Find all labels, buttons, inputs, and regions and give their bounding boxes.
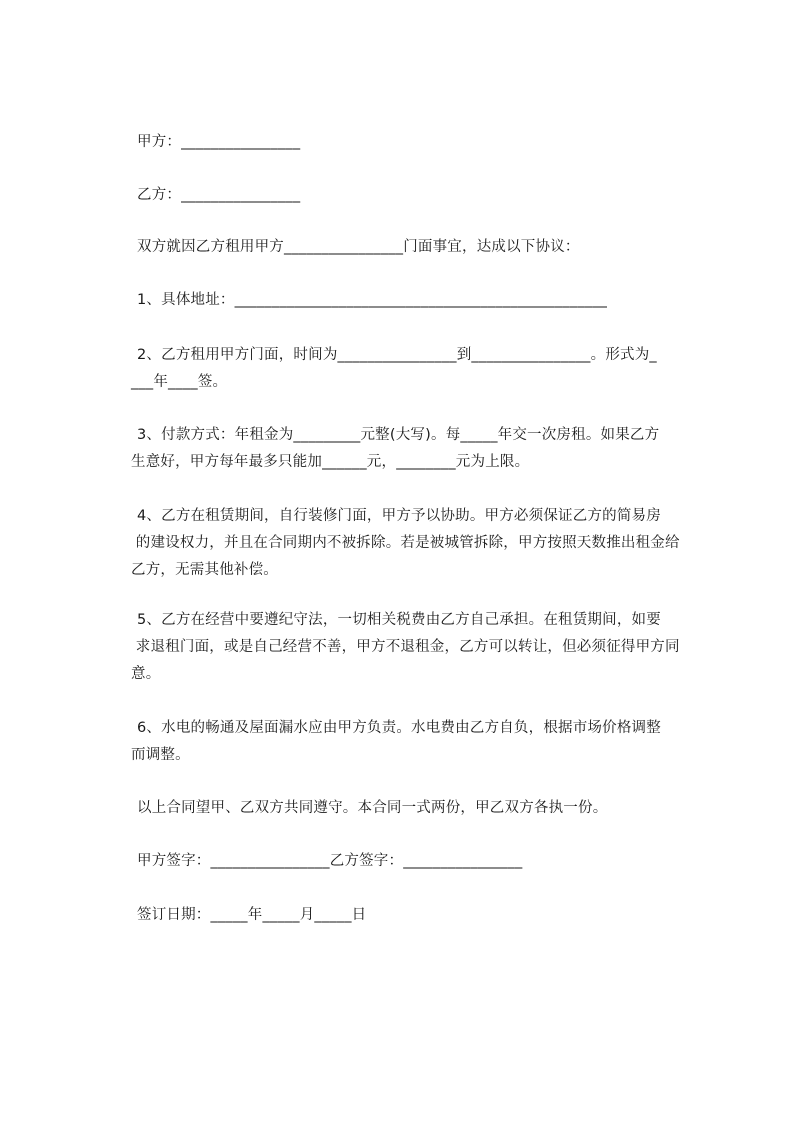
clause-4-line-3: 乙方，无需其他补偿。 — [131, 562, 278, 578]
clause-3-line-2: 生意好，甲方每年最多只能加______元，________元为上限。 — [131, 454, 530, 470]
party-b-line: 乙方：________________ — [137, 187, 301, 203]
clause-6-line-1: 6、水电的畅通及屋面漏水应由甲方负责。水电费由乙方自负，根据市场价格调整 — [137, 720, 661, 736]
clause-3-line-1: 3、付款方式：年租金为_________元整(大写)。每_____年交一次房租。如果乙方 — [137, 427, 660, 443]
signature-line: 甲方签字：________________乙方签字：________________ — [137, 853, 523, 869]
clause-4-line-2: 的建设权力，并且在合同期内不被拆除。若是被城管拆除，甲方按照天数推出租金给 — [131, 535, 680, 551]
closing-paragraph: 以上合同望甲、乙双方共同遵守。本合同一式两份，甲乙双方各执一份。 — [137, 800, 608, 816]
clause-4-line-1: 4、乙方在租赁期间，自行装修门面，甲方予以协助。甲方必须保证乙方的简易房 — [137, 508, 661, 524]
clause-2-line-2: ___年____签。 — [131, 374, 228, 390]
party-a-line: 甲方：________________ — [137, 134, 301, 150]
signing-date-line: 签订日期：_____年_____月_____日 — [137, 907, 367, 923]
clause-5-line-2: 求退租门面，或是自己经营不善，甲方不退租金，乙方可以转让，但必须征得甲方同 — [131, 639, 680, 655]
clause-2-line-1: 2、乙方租用甲方门面，时间为________________到________________。形式为_ — [137, 347, 657, 363]
intro-paragraph: 双方就因乙方租用甲方________________门面事宜，达成以下协议： — [137, 239, 580, 255]
clause-5-line-1: 5、乙方在经营中要遵纪守法，一切相关税费由乙方自己承担。在租赁期间，如要 — [137, 612, 661, 628]
clause-6-line-2: 而调整。 — [131, 747, 190, 763]
clause-1: 1、具体地址：__________________________________________________ — [137, 292, 608, 308]
clause-5-line-3: 意。 — [131, 666, 161, 682]
